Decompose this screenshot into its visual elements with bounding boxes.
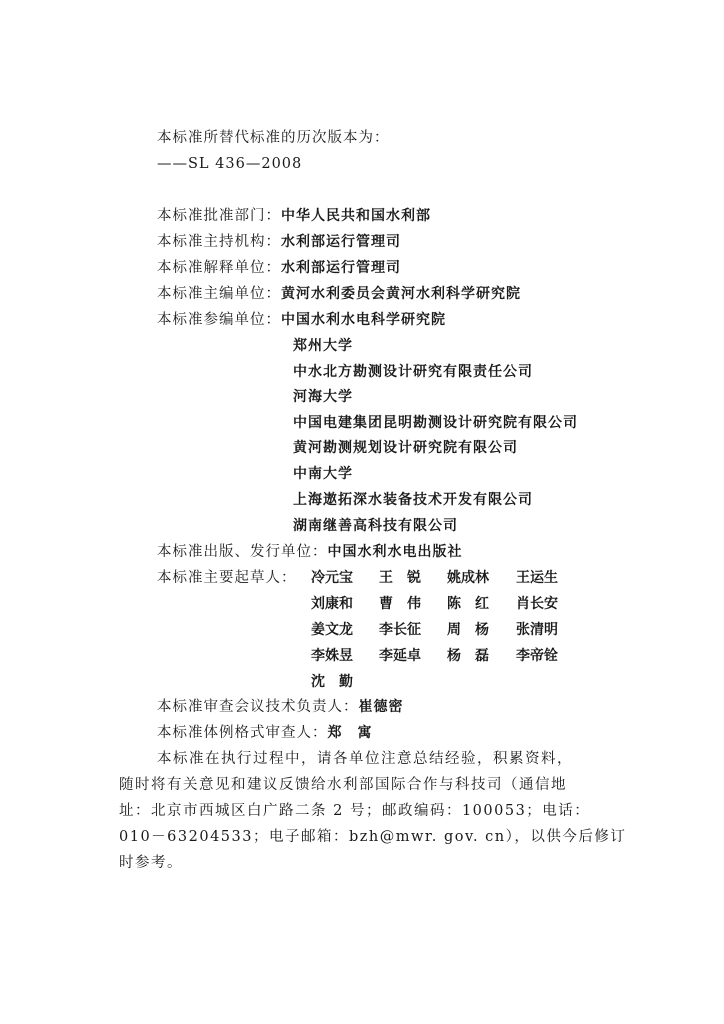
closing-line: 时参考。 — [119, 855, 183, 871]
drafter-name: 沈 勤 — [311, 674, 353, 690]
chief-value: 黄河水利委员会黄河水利科学研究院 — [281, 286, 521, 302]
drafter-name: 王 锐 — [379, 570, 421, 586]
format-value: 郑 寓 — [327, 725, 373, 741]
interpret-label: 本标准解释单位： — [157, 260, 281, 276]
format-label: 本标准体例格式审查人： — [157, 725, 328, 741]
publisher-label: 本标准出版、发行单位： — [157, 544, 328, 560]
drafter-name: 肖长安 — [516, 596, 558, 612]
participating-unit: 中水北方勘测设计研究有限责任公司 — [293, 364, 533, 380]
participating-unit: 湖南继善高科技有限公司 — [293, 518, 458, 534]
interpret-row — [157, 258, 401, 278]
review-row — [157, 697, 404, 717]
drafter-name: 周 杨 — [447, 622, 489, 638]
drafter-name: 曹 伟 — [379, 596, 421, 612]
participating-row — [157, 310, 446, 330]
participating-unit: 中国电建集团昆明勘测设计研究院有限公司 — [293, 415, 578, 431]
approval-label: 本标准批准部门： — [157, 208, 281, 224]
closing-line: 010－63204533；电子邮箱：bzh@mwr. gov. cn），以供今后修订 — [119, 829, 627, 845]
drafter-name: 李长征 — [379, 622, 421, 638]
history-title: 本标准所替代标准的历次版本为： — [157, 130, 390, 146]
participating-unit: 上海遨拓深水装备技术开发有限公司 — [293, 492, 533, 508]
drafter-name: 杨 磊 — [447, 648, 489, 664]
participating-unit: 中南大学 — [293, 466, 353, 482]
drafter-name: 李姝昱 — [311, 648, 353, 664]
participating-unit: 中国水利水电科学研究院 — [281, 312, 446, 328]
participating-unit: 黄河勘测规划设计研究院有限公司 — [293, 440, 518, 456]
publisher-value: 中国水利水电出版社 — [327, 544, 463, 560]
approval-value: 中华人民共和国水利部 — [281, 208, 431, 224]
host-label: 本标准主持机构： — [157, 234, 281, 250]
host-row — [157, 232, 401, 252]
drafter-name: 姜文龙 — [311, 622, 353, 638]
review-label: 本标准审查会议技术负责人： — [157, 699, 359, 715]
drafter-name: 陈 红 — [447, 596, 489, 612]
closing-line: 随时将有关意见和建议反馈给水利部国际合作与科技司（通信地 — [119, 777, 567, 793]
history-item: ——SL 436—2008 — [157, 156, 303, 172]
approval-row — [157, 206, 431, 226]
review-value: 崔德密 — [358, 699, 404, 715]
drafter-name: 姚成林 — [447, 570, 489, 586]
drafter-name: 王运生 — [516, 570, 558, 586]
interpret-value: 水利部运行管理司 — [281, 260, 401, 276]
drafter-name: 张清明 — [516, 622, 558, 638]
drafter-name: 刘康和 — [311, 596, 353, 612]
host-value: 水利部运行管理司 — [281, 234, 401, 250]
drafter-name: 李延卓 — [379, 648, 421, 664]
closing-line: 址：北京市西城区白广路二条 2 号；邮政编码：100053；电话： — [119, 803, 591, 819]
participating-label: 本标准参编单位： — [157, 312, 281, 328]
drafter-name: 李帝铨 — [516, 648, 558, 664]
publisher-row — [157, 542, 463, 562]
format-row — [157, 723, 373, 743]
closing-line: 本标准在执行过程中，请各单位注意总结经验，积累资料， — [157, 751, 573, 767]
participating-unit: 河海大学 — [293, 389, 353, 405]
chief-row — [157, 284, 521, 304]
drafters-label: 本标准主要起草人： — [157, 570, 297, 586]
participating-unit: 郑州大学 — [293, 338, 353, 354]
chief-label: 本标准主编单位： — [157, 286, 281, 302]
drafter-name: 冷元宝 — [311, 570, 353, 586]
